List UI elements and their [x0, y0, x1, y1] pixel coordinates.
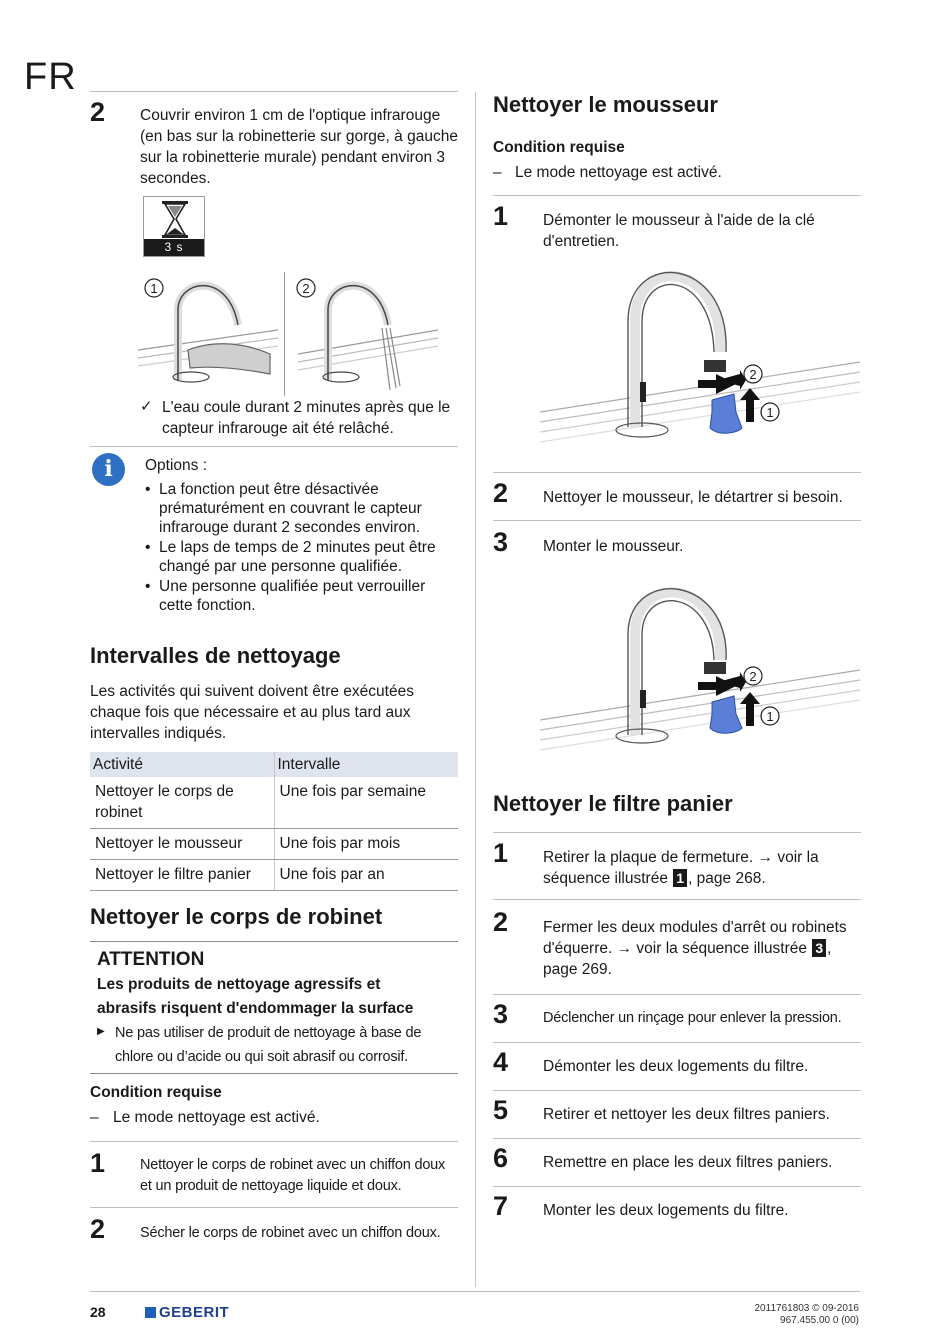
page-number: 28 — [90, 1304, 106, 1320]
attention-rule — [90, 941, 458, 942]
footer-rule — [90, 1291, 860, 1292]
step-number: 2 — [493, 478, 509, 508]
section-heading: Intervalles de nettoyage — [90, 643, 341, 668]
brand-logo: GEBERIT — [145, 1304, 229, 1321]
step-number: 4 — [493, 1047, 509, 1077]
condition-item: Le mode nettoyage est activé. — [113, 1109, 320, 1126]
condition-label: Condition requise — [493, 139, 625, 156]
attention-title: ATTENTION — [97, 949, 205, 970]
options-item: • La fonction peut être désactivée prématurément en couvrant le capteur infrarouge durant 2 secondes environ. — [145, 480, 455, 537]
rule — [493, 994, 861, 995]
figure-label-2: 2 — [302, 281, 310, 296]
rule — [493, 832, 861, 833]
result-text: L'eau coule durant 2 minutes après que le capteur infrarouge ait été relâché. — [162, 399, 451, 437]
sequence-badge: 3 — [812, 939, 826, 957]
rule — [493, 1186, 861, 1187]
step-text: Fermer les deux modules d'arrêt ou robinets d'équerre. → voir la séquence illustrée 3 , page 269. — [543, 919, 847, 978]
condition-dash: – — [90, 1109, 99, 1126]
figure-label-1: 1 — [150, 281, 158, 296]
step-text: Monter le mousseur. — [543, 538, 684, 555]
attention-item: Ne pas utiliser de produit de nettoyage à base de chlore ou d’acide ou qui soit abrasif ou corrosif. — [115, 1025, 422, 1065]
table-cell: Une fois par mois — [274, 829, 458, 860]
column-divider — [475, 92, 476, 1287]
table-cell: Nettoyer le corps de robinet — [90, 777, 274, 829]
figure-label-1: 1 — [766, 709, 774, 724]
rule — [90, 446, 458, 447]
rule — [493, 1090, 861, 1091]
table-header-row — [90, 752, 458, 777]
step-text: Remettre en place les deux filtres paniers. — [543, 1154, 833, 1171]
arrow-right-icon: ▶ — [97, 1026, 105, 1037]
step-number: 2 — [90, 97, 106, 127]
table-cell: Nettoyer le mousseur — [90, 829, 274, 860]
table-row — [90, 777, 458, 829]
table-cell: Une fois par an — [274, 860, 458, 891]
info-icon: i — [92, 453, 125, 486]
step-text: Sécher le corps de robinet avec un chiffon doux. — [140, 1225, 441, 1241]
rule — [493, 195, 861, 196]
section-intro: Les activités qui suivent doivent être exécutées chaque fois que nécessaire et au plus tard aux intervalles indiqués. — [90, 683, 414, 742]
step-text: Démonter les deux logements du filtre. — [543, 1058, 809, 1075]
checkmark-icon: ✓ — [140, 398, 153, 415]
table-cell: Nettoyer le filtre panier — [90, 860, 274, 891]
step-text: Démonter le mousseur à l'aide de la clé d'entretien. — [543, 212, 815, 250]
intervals-table — [90, 752, 458, 891]
step-number: 2 — [493, 907, 509, 937]
condition-label: Condition requise — [90, 1084, 222, 1101]
logo-square-icon — [145, 1307, 156, 1318]
figure-label-2: 2 — [749, 669, 757, 684]
condition-item: Le mode nettoyage est activé. — [515, 164, 722, 181]
table-row — [90, 829, 458, 860]
step-text: Monter les deux logements du filtre. — [543, 1202, 789, 1219]
language-code: FR — [24, 56, 77, 98]
step-number: 2 — [90, 1214, 106, 1244]
attention-subtitle: Les produits de nettoyage agressifs et abrasifs risquent d'endommager la surface — [97, 976, 414, 1017]
table-row — [90, 860, 458, 891]
options-list — [145, 480, 455, 616]
aerator-mounting-illustration — [540, 580, 860, 770]
document-reference: 2011761803 © 09-2016 967.455.00 0 (00) — [754, 1303, 859, 1326]
figure-label-2: 2 — [749, 367, 757, 382]
section-heading: Nettoyer le filtre panier — [493, 791, 733, 816]
rule — [90, 1207, 458, 1208]
section-heading: Nettoyer le mousseur — [493, 92, 718, 117]
step-text: Retirer et nettoyer les deux filtres paniers. — [543, 1106, 830, 1123]
step-number: 1 — [90, 1148, 106, 1178]
step-number: 3 — [493, 999, 509, 1029]
options-item: • Une personne qualifiée peut verrouiller cette fonction. — [145, 577, 455, 615]
rule — [493, 1042, 861, 1043]
rule — [493, 472, 861, 473]
options-item: • Le laps de temps de 2 minutes peut être changé par une personne qualifiée. — [145, 538, 455, 576]
section-heading: Nettoyer le corps de robinet — [90, 904, 383, 929]
faucet-sensor-illustration — [138, 270, 438, 398]
figure-label-1: 1 — [766, 405, 774, 420]
sequence-badge: 1 — [673, 869, 687, 887]
hourglass-icon — [144, 197, 206, 241]
step-text: Nettoyer le corps de robinet avec un chiffon doux et un produit de nettoyage liquide et doux. — [140, 1157, 446, 1194]
top-rule-left — [90, 91, 458, 92]
step-text: Déclencher un rinçage pour enlever la pression. — [543, 1010, 842, 1026]
step-number: 7 — [493, 1191, 509, 1221]
table-header: Intervalle — [274, 752, 458, 777]
step-text: Couvrir environ 1 cm de l'optique infrarouge (en bas sur la robinetterie sur gorge, à gauche sur la robinetterie murale) pendant environ 3 secondes. — [140, 107, 458, 187]
aerator-removal-illustration — [540, 262, 860, 462]
step-number: 5 — [493, 1095, 509, 1125]
table-header: Activité — [90, 752, 274, 777]
step-number: 1 — [493, 838, 509, 868]
rule — [90, 1141, 458, 1142]
options-title: Options : — [145, 457, 208, 474]
rule — [493, 1138, 861, 1139]
rule — [493, 899, 861, 900]
hourglass-label: 3 s — [144, 239, 204, 256]
hourglass-pictogram — [143, 196, 205, 257]
rule — [493, 520, 861, 521]
step-number: 1 — [493, 201, 509, 231]
condition-dash: – — [493, 164, 502, 181]
step-text: Retirer la plaque de fermeture. → voir la séquence illustrée 1 , page 268. — [543, 849, 819, 887]
step-number: 3 — [493, 527, 509, 557]
table-cell: Une fois par semaine — [274, 777, 458, 829]
step-text: Nettoyer le mousseur, le détartrer si besoin. — [543, 489, 843, 506]
step-number: 6 — [493, 1143, 509, 1173]
attention-rule — [90, 1073, 458, 1074]
